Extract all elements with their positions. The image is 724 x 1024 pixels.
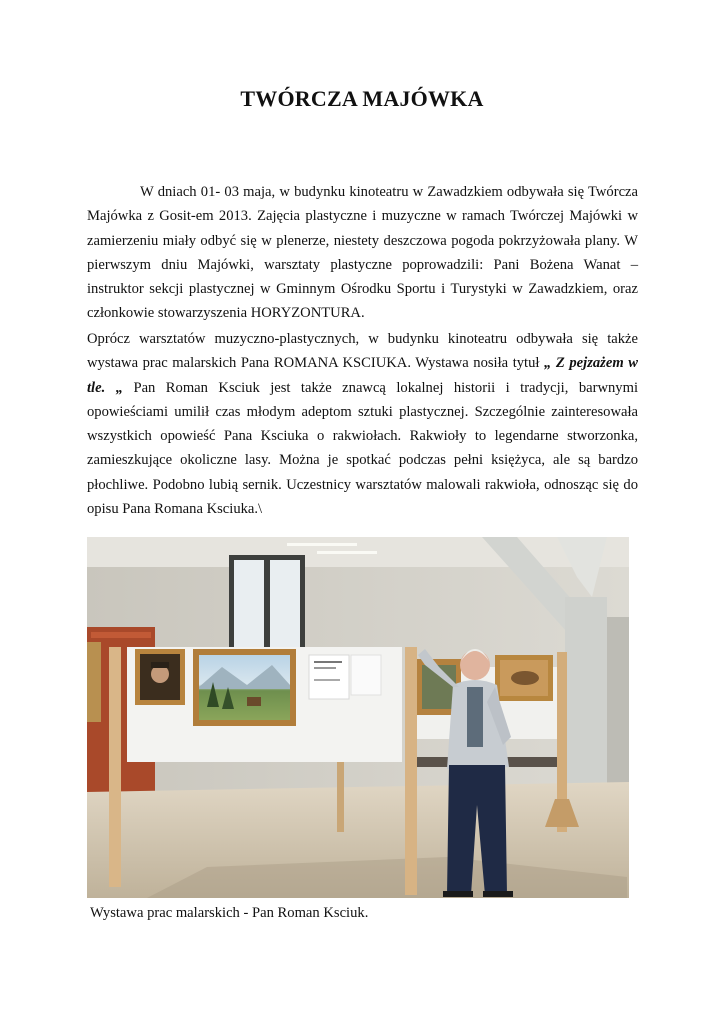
paragraph-exhibition: [87, 327, 638, 521]
paragraph-intro: W dniach 01- 03 maja, w budynku kinoteatru w Zawadzkiem odbywała się Twórcza Majówka z Gosit-em 2013. Zajęcia plastyczne i muzyczne w ramach Twórczej Majówki w zamierzeniu miały odbyć się w plenerze, niestety deszczowa pogoda pokrzyżowała plany. W pierwszym dniu Majówki, warsztaty plastyczne poprowadzili: Pani Bożena Wanat – instruktor sekcji plastycznej w Gminnym Ośrodku Sportu i Turystyki w Zawadzkiem, oraz członkowie stowarzyszenia HORYZONTURA.: [87, 184, 638, 322]
exhibition-title-emphasis: „ Z pejzażem w tle. „: [87, 355, 638, 396]
photo-caption: Wystawa prac malarskich - Pan Roman Ksciuk.: [90, 905, 369, 921]
paragraph-exhibition-text-2: Pan Roman Ksciuk jest także znawcą lokalnej historii i tradycji, barwnymi opowieściami umilił czas młodym adeptom sztuki plastycznej. Szczególnie zainteresowała wszystkich opowieść Pana Ksciuka o rakwiołach. Rakwioły to legendarne stworzonka, zamieszkujące okoliczne lasy. Można je spotkać podczas pełni księżyca, ale są bardzo płochliwe. Podobno lubią sernik. Uczestnicy warsztatów malowali rakwioła, odnosząc się do opisu Pana Romana Ksciuka.\: [87, 379, 638, 518]
paragraph-exhibition-text-1: Oprócz warsztatów muzyczno-plastycznych, w budynku kinoteatru odbywała się także wystawa prac malarskich Pana ROMANA KSCIUKA. Wystawa nosiła tytuł: [87, 331, 638, 372]
document-title: TWÓRCZA MAJÓWKA: [240, 86, 484, 111]
exhibition-photo-illustration: [87, 537, 629, 898]
exhibition-photo: [87, 537, 629, 898]
